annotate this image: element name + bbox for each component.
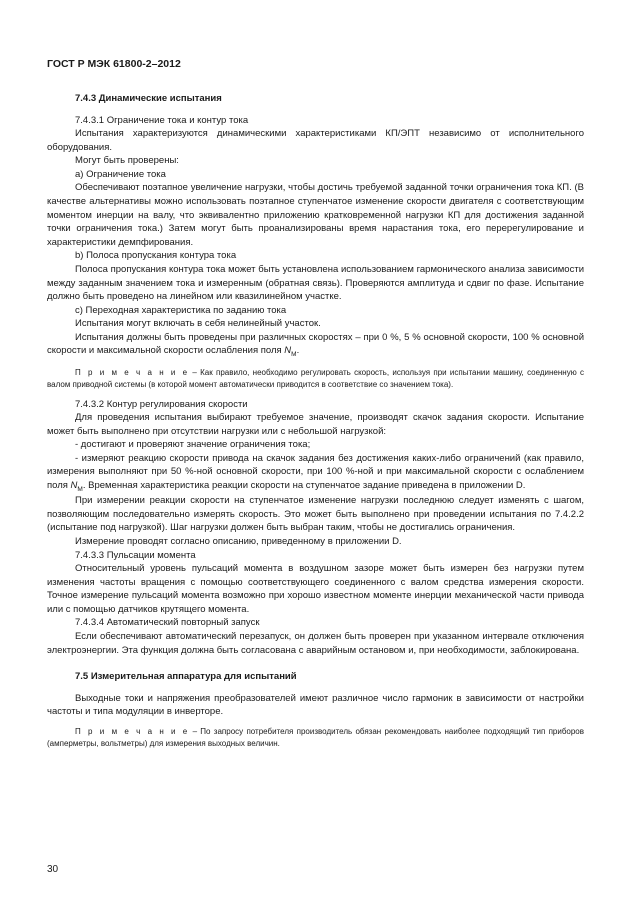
note-text: – Как правило, необходимо регулировать скорость, используя при испытании машину, соединенную с валом приводной системы (в которой момент автоматически приводится в соответствие со значением тока). [47, 367, 584, 389]
page-content [47, 92, 584, 757]
section-heading-7-4-3: 7.4.3 Динамические испытания [75, 93, 222, 104]
paragraph: Испытания могут включать в себя нелинейный участок. [75, 318, 321, 330]
paragraph: Если обеспечивают автоматический перезапуск, он должен быть проверен при указанном интервале отключения электроэнергии. Эта функция должна быть согласована с аварийным остановом и, при необходимости, заблокирована. [47, 631, 584, 656]
symbol-n: N [284, 345, 292, 357]
dash-item [47, 452, 584, 494]
paragraph-speeds [47, 331, 584, 360]
section-heading-7-5: 7.5 Измерительная аппаратура для испытаний [75, 671, 297, 683]
subsection-7-4-3-4: 7.4.3.4 Автоматический повторный запуск [75, 617, 260, 629]
note [47, 726, 584, 750]
symbol-n: N [70, 480, 78, 492]
list-item-c: c) Переходная характеристика по заданию тока [75, 304, 287, 316]
symbol-subscript: M [77, 485, 83, 493]
paragraph: Измерение проводят согласно описанию, приведенному в приложении D. [75, 535, 402, 547]
text-segment: . [296, 345, 300, 357]
text-segment: . Временная характеристика реакции скорости на ступенчатое задание приведена в приложении D. [82, 480, 526, 492]
text-segment: Испытания должны быть проведены при различных скоростях – при 0 %, 5 % основной скорости, 100 % основной скорости и максимальной скорости ослабления поля [47, 331, 584, 357]
paragraph: Для проведения испытания выбирают требуемое значение, производят скачок задания скорости. Испытание может быть выполнено при отсутствии нагрузки или с небольшой нагрузкой: [47, 412, 584, 437]
subsection-7-4-3-2: 7.4.3.2 Контур регулирования скорости [75, 398, 248, 410]
page-number: 30 [47, 864, 59, 875]
note [47, 367, 584, 391]
paragraph: Относительный уровень пульсаций момента в воздушном зазоре может быть измерен без нагрузки путем изменения частоты вращения с помощью соответствующего соединенного с валом средства измерения скорости. Точное измерение пульсаций момента возможно при хорошо известном моменте инерции механической части привода или с помощью датчиков крутящего момента. [47, 563, 584, 615]
note-label: П р и м е ч а н и е [75, 367, 190, 377]
text-segment: - измеряют реакцию скорости привода на скачок задания без достижения каких-либо ограничений (как правило, измерения выполняют при 50 %-ной основной скорости, при 100 %-ной и при максимальной скорости с ослаблением поля [47, 452, 584, 492]
paragraph: Полоса пропускания контура тока может быть установлена использованием гармонического анализа зависимости между заданным значением тока и измеренным (обратная связь). Проверяются амплитуда и сдвиг по фазе. Испытание должно быть проведено на линейном или квазилинейном участке. [47, 263, 584, 303]
subsection-7-4-3-1: 7.4.3.1 Ограничение тока и контур тока [75, 114, 249, 126]
paragraph: Обеспечивают поэтапное увеличение нагрузки, чтобы достичь требуемой заданной точки ограничения тока КП. (В качестве альтернативы можно использовать поэтапное ступенчатое изменение скорости двигателя с соответствующим моментом инерции на валу, что эквивалентно приложению кратковременной нагрузки КП для достижения заданной точки ограничения тока.) Затем могут быть проанализированы время нарастания тока, его перерегулирование и характеристики демпфирования. [47, 182, 584, 248]
standard-header: ГОСТ Р МЭК 61800-2–2012 [47, 58, 181, 70]
dash-item: - достигают и проверяют значение ограничения тока; [75, 439, 311, 451]
subsection-7-4-3-3: 7.4.3.3 Пульсации момента [75, 549, 196, 561]
list-item-b: b) Полоса пропускания контура тока [75, 250, 237, 262]
note-label: П р и м е ч а н и е [75, 726, 190, 736]
note-text: – По запросу потребителя производитель обязан рекомендовать наиболее подходящий тип приборов (амперметры, вольтметры) для измерения выходных величин. [47, 726, 585, 748]
list-item-a: а) Ограничение тока [75, 168, 166, 180]
paragraph: Испытания характеризуются динамическими характеристиками КП/ЭПТ независимо от исполнительного оборудования. [47, 128, 584, 153]
paragraph: Выходные токи и напряжения преобразователей имеют различное число гармоник в зависимости от настройки частоты и типа модуляции в инверторе. [47, 692, 584, 718]
symbol-subscript: M [291, 351, 297, 359]
paragraph: При измерении реакции скорости на ступенчатое изменение нагрузки последнюю следует изменять с шагом, позволяющим последовательно измерять скорость. Это может быть выполнено при проведении испытания по 7.4.2.2 (испытание под нагрузкой). Шаг нагрузки должен быть выбран таким, чтобы не достигались ограничения. [47, 495, 584, 534]
paragraph: Могут быть проверены: [75, 155, 179, 167]
